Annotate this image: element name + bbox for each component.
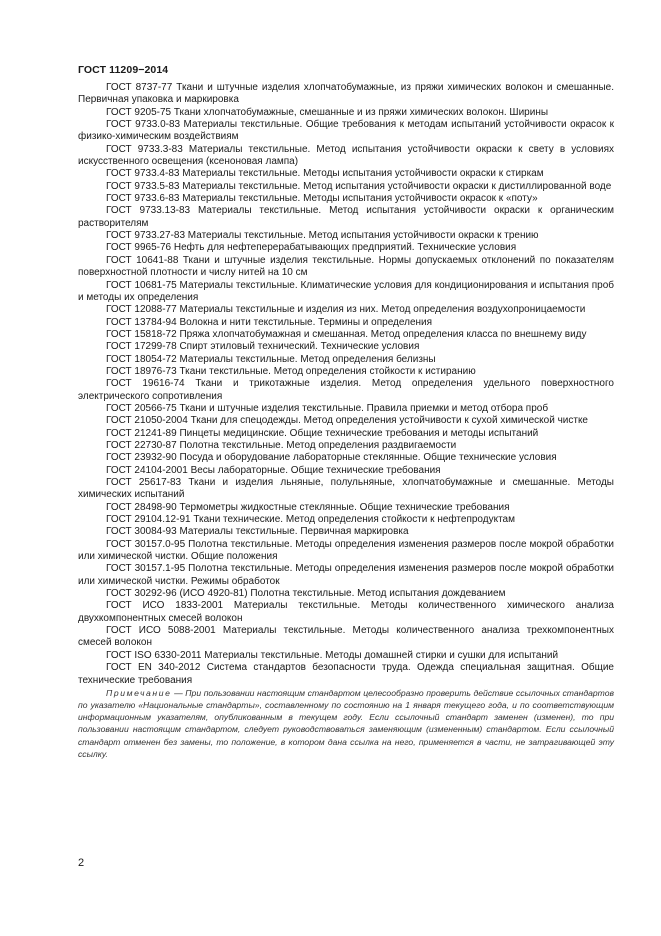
reference-item: ГОСТ 22730-87 Полотна текстильные. Метод определения раздвигаемости bbox=[106, 439, 457, 451]
reference-item: ГОСТ 9733.5-83 Материалы текстильные. Метод испытания устойчивости окраски к дистиллированной воде bbox=[106, 180, 612, 192]
reference-item: ГОСТ 9205-75 Ткани хлопчатобумажные, смешанные и из пряжи химических волокон. Ширины bbox=[106, 106, 549, 118]
reference-item: ГОСТ 25617-83 Ткани и изделия льняные, полульняные, хлопчатобумажные и смешанные. Методы химических испытаний bbox=[78, 477, 614, 501]
reference-item: ГОСТ 9733.3-83 Материалы текстильные. Метод испытания устойчивости окраски к свету в условиях искусственного освещения (ксеноновая лампа) bbox=[78, 143, 614, 168]
document-header: ГОСТ 11209−2014 bbox=[78, 64, 169, 76]
note-paragraph bbox=[78, 687, 614, 760]
reference-item: ГОСТ 13784-94 Волокна и нити текстильные. Термины и определения bbox=[106, 316, 433, 328]
reference-item: ГОСТ 10681-75 Материалы текстильные. Климатические условия для кондиционирования и испытания проб и методы их определения bbox=[78, 279, 614, 303]
reference-item: ГОСТ 21050-2004 Ткани для спецодежды. Метод определения устойчивости к сухой химической чистке bbox=[106, 415, 588, 427]
reference-item: ГОСТ 28498-90 Термометры жидкостные стеклянные. Общие технические требования bbox=[106, 501, 510, 513]
normative-references bbox=[78, 82, 614, 760]
reference-item: ГОСТ 18054-72 Материалы текстильные. Метод определения белизны bbox=[106, 353, 436, 365]
reference-item: ГОСТ 20566-75 Ткани и штучные изделия текстильные. Правила приемки и метод отбора проб bbox=[106, 402, 549, 414]
reference-item: ГОСТ 15818-72 Пряжа хлопчатобумажная и смешанная. Метод определения класса по внешнему виду bbox=[106, 328, 587, 340]
note-lead: Примечание bbox=[106, 687, 172, 698]
reference-item: ГОСТ 30292-96 (ИСО 4920-81) Полотна текстильные. Метод испытания дождеванием bbox=[106, 588, 506, 600]
reference-list bbox=[78, 82, 614, 687]
reference-item: ГОСТ 29104.12-91 Ткани технические. Метод определения стойкости к нефтепродуктам bbox=[106, 514, 515, 526]
reference-item: ГОСТ 9733.13-83 Материалы текстильные. Метод испытания устойчивости окраски к органическим растворителям bbox=[78, 205, 614, 229]
reference-item: ГОСТ 9733.6-83 Материалы текстильные. Методы испытания устойчивости окрасок к «поту» bbox=[106, 193, 538, 205]
reference-item: ГОСТ 9965-76 Нефть для нефтеперерабатывающих предприятий. Технические условия bbox=[106, 242, 517, 254]
reference-item: ГОСТ 23932-90 Посуда и оборудование лабораторные стеклянные. Общие технические условия bbox=[106, 452, 557, 464]
reference-item: ГОСТ 9733.4-83 Материалы текстильные. Методы испытания устойчивости окраски к стиркам bbox=[106, 168, 544, 180]
reference-item: ГОСТ 30157.1-95 Полотна текстильные. Методы определения изменения размеров после мокрой обработки или химической чистки. Режимы обработок bbox=[78, 563, 614, 587]
reference-item: ГОСТ 9733.27-83 Материалы текстильные. Метод испытания устойчивости окраски к трению bbox=[106, 230, 539, 242]
reference-item: ГОСТ 17299-78 Спирт этиловый технический. Технические условия bbox=[106, 341, 420, 353]
reference-item: ГОСТ 21241-89 Пинцеты медицинские. Общие технические требования и методы испытаний bbox=[106, 427, 539, 439]
reference-item: ГОСТ 30084-93 Материалы текстильные. Первичная маркировка bbox=[106, 526, 409, 538]
page-number: 2 bbox=[78, 857, 85, 869]
reference-item: ГОСТ ИСО 5088-2001 Материалы текстильные. Методы количественного анализа трехкомпонентных смесей волокон bbox=[78, 625, 614, 649]
reference-item: ГОСТ ИСО 1833-2001 Материалы текстильные. Методы количественного химического анализа двухкомпонентных смесей волокон bbox=[78, 600, 614, 624]
note-text: — При пользовании настоящим стандартом целесообразно проверить действие ссылочных стандартов по указателю «Национальные стандарты», составленному по состоянию на 1 января текущего года, и по соответствующим информационным указателям, опубликованным в текущем году. Если ссылочный стандарт заменен (изменен), то при пользовании настоящим стандартом, следует руководствоваться заменяющим (измененным) стандартом. Если ссылочный стандарт отменен без замены, то положение, в котором дана ссылка на него, применяется в части, не затрагивающей эту ссылку. bbox=[78, 687, 614, 759]
reference-item: ГОСТ 9733.0-83 Материалы текстильные. Общие требования к методам испытаний устойчивости окрасок к физико-химическим воздействиям bbox=[78, 119, 614, 143]
reference-item: ГОСТ 18976-73 Ткани текстильные. Метод определения стойкости к истиранию bbox=[106, 365, 476, 377]
reference-item: ГОСТ 30157.0-95 Полотна текстильные. Методы определения изменения размеров после мокрой обработки или химической чистки. Общие положения bbox=[78, 538, 614, 563]
reference-item: ГОСТ 8737-77 Ткани и штучные изделия хлопчатобумажные, из пряжи химических волокон и смешанные. Первичная упаковка и маркировка bbox=[78, 82, 614, 106]
reference-item: ГОСТ 12088-77 Материалы текстильные и изделия из них. Метод определения воздухопроницаемости bbox=[106, 304, 586, 316]
reference-item: ГОСТ 24104-2001 Весы лабораторные. Общие технические требования bbox=[106, 464, 441, 476]
reference-item: ГОСТ ISO 6330-2011 Материалы текстильные. Методы домашней стирки и сушки для испытаний bbox=[106, 649, 559, 661]
reference-item: ГОСТ 19616-74 Ткани и трикотажные изделия. Метод определения удельного поверхностного электрического сопротивления bbox=[78, 378, 614, 402]
reference-item: ГОСТ EN 340-2012 Система стандартов безопасности труда. Одежда специальная защитная. Общие технические требования bbox=[78, 662, 614, 686]
reference-item: ГОСТ 10641-88 Ткани и штучные изделия текстильные. Нормы допускаемых отклонений по показателям поверхностной плотности и числу нитей на 10 см bbox=[78, 254, 614, 279]
